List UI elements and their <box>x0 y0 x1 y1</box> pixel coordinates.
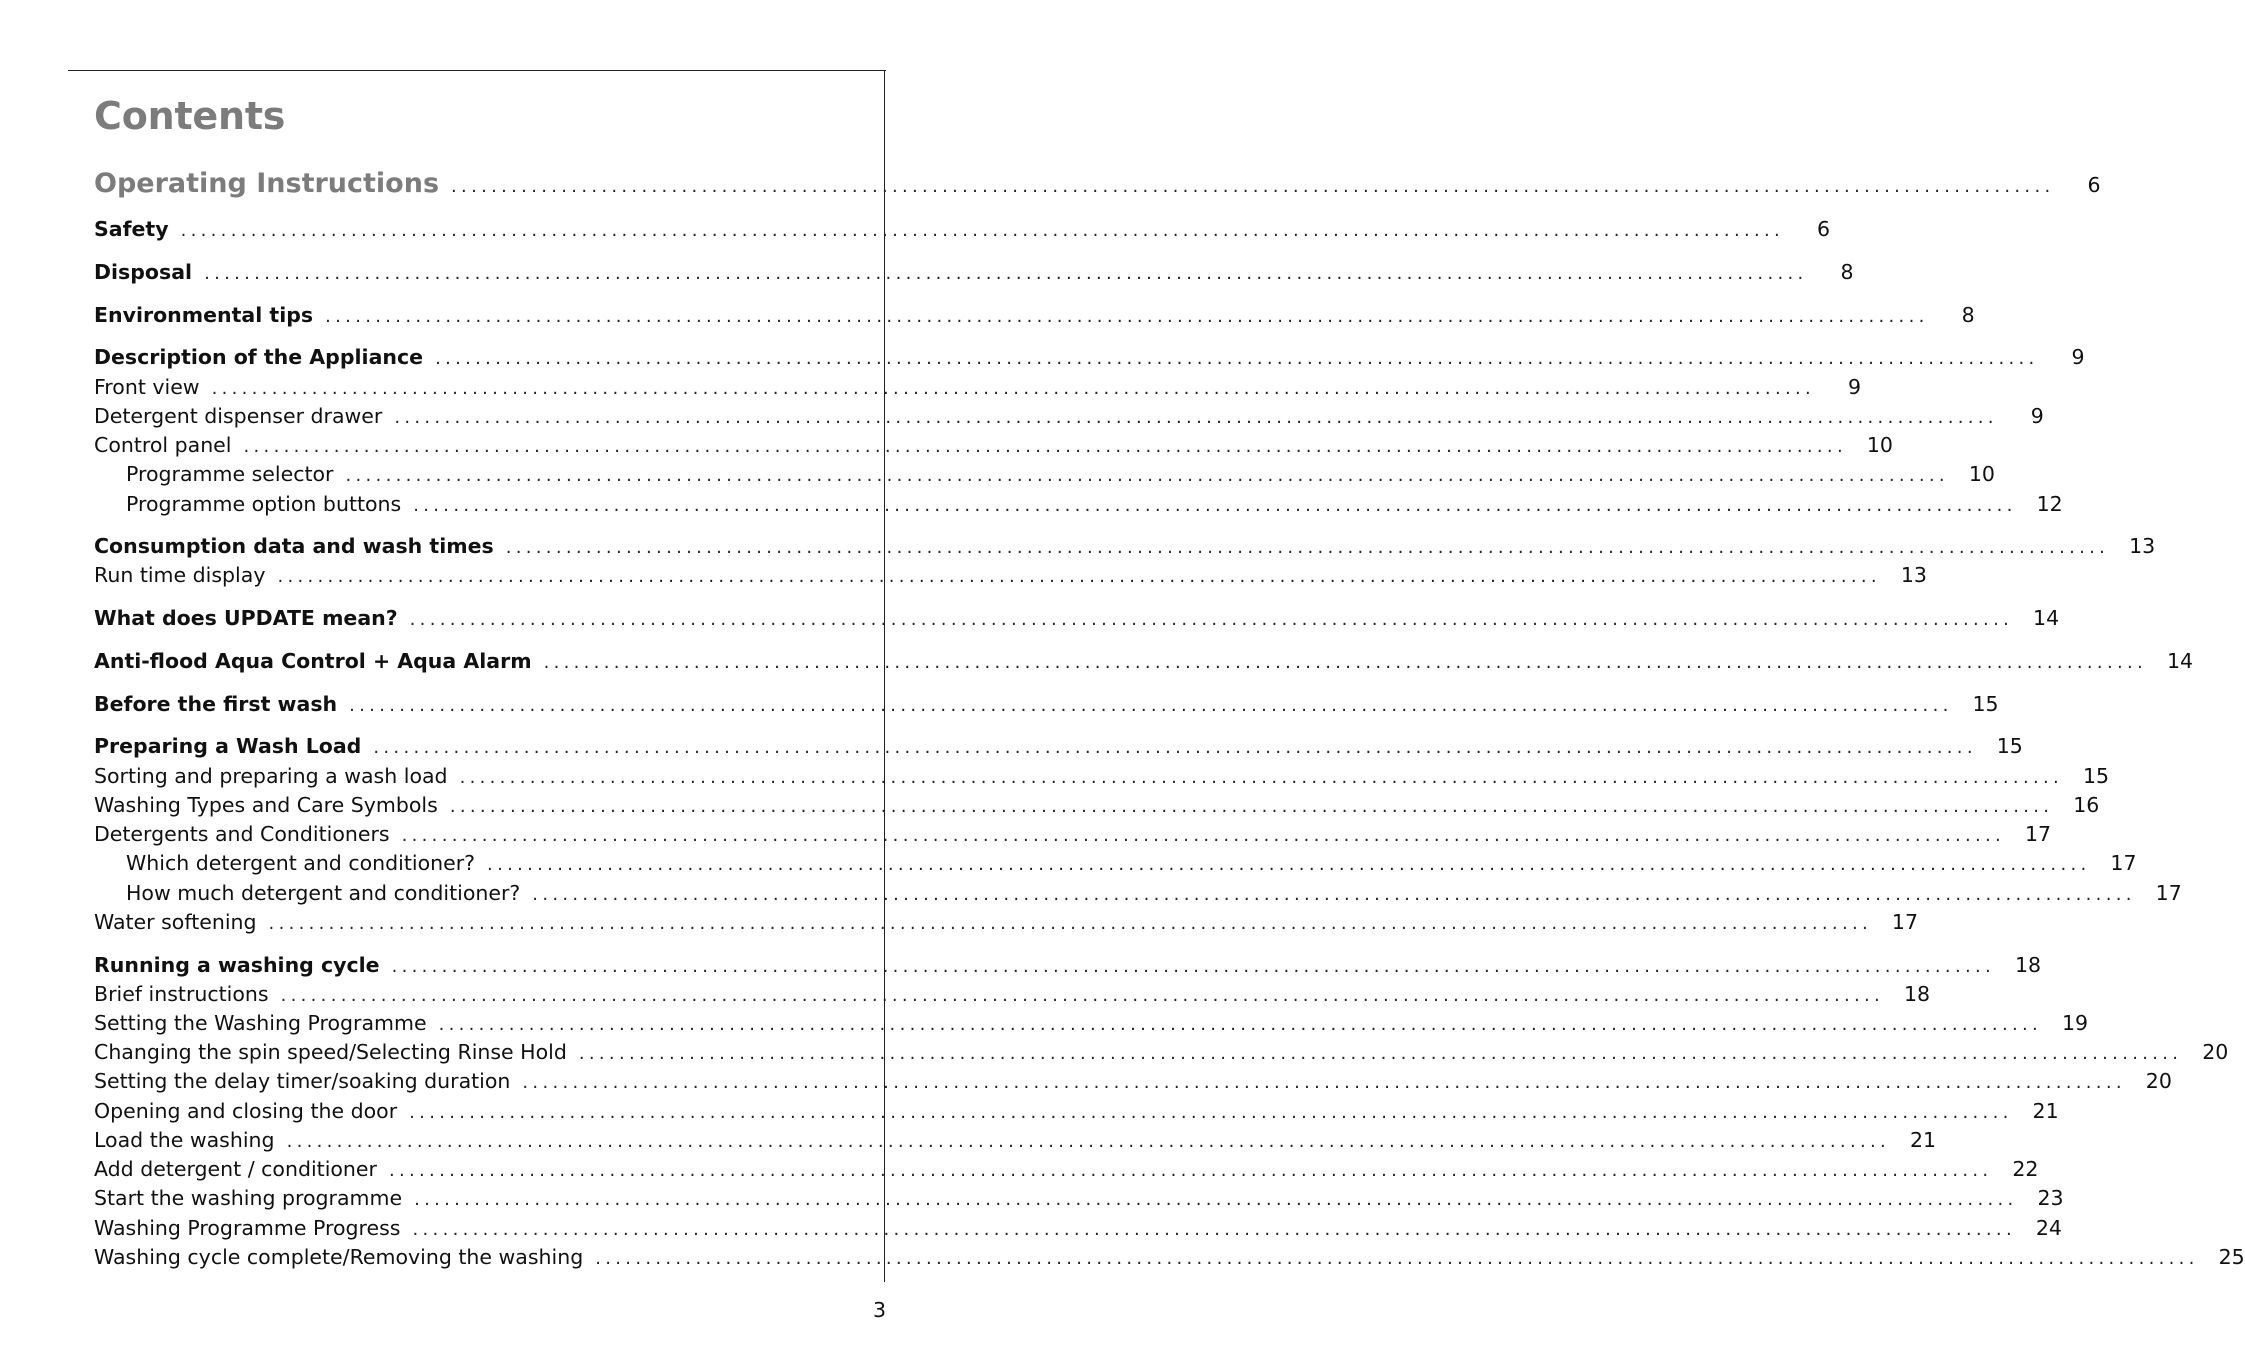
toc-entry-label: Environmental tips <box>94 303 314 327</box>
toc-entry-how-much-detergent[interactable] <box>126 878 2182 908</box>
toc-entry-page: 6 <box>1817 217 1831 241</box>
toc-dot-leader: ................................................................................................................................................................ <box>268 913 1873 934</box>
toc-entry-setting-washing-programme[interactable] <box>94 1008 2089 1038</box>
toc-entry-page: 6 <box>2087 173 2101 197</box>
toc-entry-before-first-wash[interactable] <box>94 689 1999 719</box>
toc-entry-page: 12 <box>2036 492 2063 516</box>
toc-entry-running-washing-cycle[interactable] <box>94 950 2042 980</box>
toc-entry-page: 13 <box>2129 534 2156 558</box>
toc-entry-page: 9 <box>2071 345 2085 369</box>
toc-entry-label: Programme option buttons <box>126 492 402 516</box>
toc-dot-leader: ................................................................................................................................................................ <box>595 1248 2199 1269</box>
toc-entry-page: 8 <box>1840 260 1854 284</box>
toc-entry-detergent-dispenser-drawer[interactable] <box>94 401 2044 431</box>
frame-top-rule <box>68 70 886 71</box>
page-title: Contents <box>94 94 286 138</box>
toc-entry-programme-option-buttons[interactable] <box>126 489 2063 519</box>
toc-entry-add-detergent[interactable] <box>94 1154 2039 1184</box>
toc-entry-label: Start the washing programme <box>94 1186 403 1210</box>
toc-entry-page: 10 <box>1866 433 1893 457</box>
toc-entry-label: How much detergent and conditioner? <box>126 881 521 905</box>
toc-entry-operating-instructions[interactable] <box>94 164 2101 204</box>
toc-dot-leader: ................................................................................................................................................................ <box>277 566 1881 587</box>
toc-entry-page: 20 <box>2145 1069 2172 1093</box>
toc-dot-leader: ................................................................................................................................................................ <box>438 1014 2043 1035</box>
toc-dot-leader: ................................................................................................................................................................ <box>204 263 1808 284</box>
toc-entry-label: Control panel <box>94 433 232 457</box>
toc-entry-label: Before the first wash <box>94 692 338 716</box>
toc-entry-page: 19 <box>2061 1011 2089 1035</box>
toc-entry-page: 17 <box>1891 910 1919 934</box>
toc-entry-page: 14 <box>2166 649 2194 673</box>
toc-dot-leader: ................................................................................................................................................................ <box>459 767 2064 788</box>
toc-entry-page: 17 <box>2110 851 2137 875</box>
toc-entry-label: Anti-flood Aqua Control + Aqua Alarm <box>94 649 532 673</box>
toc-entry-control-panel[interactable] <box>94 430 1893 460</box>
toc-dot-leader: ................................................................................................................................................................ <box>413 495 2017 516</box>
toc-entry-page: 16 <box>2073 793 2100 817</box>
toc-entry-water-softening[interactable] <box>94 907 1919 937</box>
toc-entry-page: 17 <box>2155 881 2182 905</box>
toc-entry-start-washing-programme[interactable] <box>94 1183 2064 1213</box>
toc-dot-leader: ................................................................................................................................................................ <box>243 436 1847 457</box>
toc-dot-leader: ................................................................................................................................................................ <box>391 956 1996 977</box>
toc-entry-label: Consumption data and wash times <box>94 534 494 558</box>
toc-entry-page: 8 <box>1961 303 1975 327</box>
toc-entry-environmental-tips[interactable] <box>94 300 1975 330</box>
toc-entry-page: 18 <box>1903 982 1931 1006</box>
toc-dot-leader: ................................................................................................................................................................ <box>522 1072 2126 1093</box>
toc-entry-page: 20 <box>2202 1040 2229 1064</box>
toc-entry-description-of-appliance[interactable] <box>94 342 2085 372</box>
toc-entry-sorting-preparing[interactable] <box>94 761 2110 791</box>
toc-entry-label: Add detergent / conditioner <box>94 1157 377 1181</box>
toc-entry-page: 22 <box>2012 1157 2039 1181</box>
toc-dot-leader: ................................................................................................................................................................ <box>487 854 2091 875</box>
toc-entry-label: Changing the spin speed/Selecting Rinse Hold <box>94 1040 567 1064</box>
toc-entry-page: 15 <box>2082 764 2110 788</box>
toc-entry-label: Preparing a Wash Load <box>94 734 362 758</box>
toc-dot-leader: ................................................................................................................................................................ <box>409 609 2014 630</box>
toc-entry-page: 15 <box>1996 734 2023 758</box>
toc-dot-leader: ................................................................................................................................................................ <box>286 1131 1891 1152</box>
toc-entry-detergents-conditioners[interactable] <box>94 819 2052 849</box>
toc-entry-washing-types-care-symbols[interactable] <box>94 790 2100 820</box>
toc-entry-page: 23 <box>2037 1186 2064 1210</box>
toc-dot-leader: ................................................................................................................................................................ <box>345 465 1949 486</box>
toc-entry-page: 13 <box>1900 563 1927 587</box>
toc-dot-leader: ................................................................................................................................................................ <box>505 537 2110 558</box>
toc-entry-programme-selector[interactable] <box>126 459 1995 489</box>
toc-entry-page: 25 <box>2218 1245 2245 1269</box>
toc-dot-leader: ................................................................................................................................................................ <box>451 176 2055 197</box>
toc-entry-label: Run time display <box>94 563 266 587</box>
toc-entry-label: Running a washing cycle <box>94 953 380 977</box>
toc-entry-label: Operating Instructions <box>94 168 440 199</box>
toc-entry-label: Description of the Appliance <box>94 345 424 369</box>
toc-dot-leader: ................................................................................................................................................................ <box>180 220 1785 241</box>
toc-entry-label: Detergents and Conditioners <box>94 822 390 846</box>
toc-entry-label: Load the washing <box>94 1128 275 1152</box>
toc-entry-consumption-data[interactable] <box>94 531 2156 561</box>
toc-dot-leader: ................................................................................................................................................................ <box>388 1160 1993 1181</box>
page-number: 3 <box>872 1298 886 1322</box>
toc-dot-leader: ................................................................................................................................................................ <box>280 985 1885 1006</box>
toc-dot-leader: ................................................................................................................................................................ <box>412 1219 2016 1240</box>
toc-entry-label: Setting the Washing Programme <box>94 1011 427 1035</box>
toc-entry-label: Sorting and preparing a wash load <box>94 764 448 788</box>
toc-entry-label: Setting the delay timer/soaking duration <box>94 1069 511 1093</box>
toc-dot-leader: ................................................................................................................................................................ <box>211 378 1816 399</box>
toc-dot-leader: ................................................................................................................................................................ <box>449 796 2054 817</box>
toc-dot-leader: ................................................................................................................................................................ <box>578 1043 2183 1064</box>
toc-entry-label: Programme selector <box>126 462 334 486</box>
toc-entry-load-the-washing[interactable] <box>94 1125 1937 1155</box>
toc-entry-page: 18 <box>2014 953 2042 977</box>
toc-entry-label: Brief instructions <box>94 982 269 1006</box>
toc-entry-run-time-display[interactable] <box>94 560 1927 590</box>
toc-entry-label: Washing cycle complete/Removing the washing <box>94 1245 584 1269</box>
toc-entry-preparing-wash-load[interactable] <box>94 731 2023 761</box>
toc-entry-label: Disposal <box>94 260 193 284</box>
toc-entry-changing-spin-speed[interactable] <box>94 1037 2229 1067</box>
toc-dot-leader: ................................................................................................................................................................ <box>543 652 2148 673</box>
toc-entry-page: 10 <box>1968 462 1995 486</box>
toc-dot-leader: ................................................................................................................................................................ <box>532 884 2136 905</box>
toc-entry-label: Safety <box>94 217 169 241</box>
toc-entry-page: 14 <box>2033 606 2060 630</box>
toc-entry-page: 21 <box>1909 1128 1937 1152</box>
toc-entry-page: 17 <box>2024 822 2052 846</box>
toc-entry-label: Water softening <box>94 910 257 934</box>
toc-entry-disposal[interactable] <box>94 257 1854 287</box>
toc-dot-leader: ................................................................................................................................................................ <box>394 407 1998 428</box>
toc-entry-which-detergent[interactable] <box>126 848 2137 878</box>
toc-entry-what-does-update-mean[interactable] <box>94 603 2060 633</box>
toc-entry-page: 21 <box>2032 1099 2059 1123</box>
toc-entry-page: 15 <box>1972 692 1999 716</box>
toc-entry-anti-flood[interactable] <box>94 646 2194 676</box>
toc-dot-leader: ................................................................................................................................................................ <box>349 695 1953 716</box>
toc-dot-leader: ................................................................................................................................................................ <box>325 306 1929 327</box>
toc-dot-leader: ................................................................................................................................................................ <box>409 1102 2013 1123</box>
toc-entry-washing-cycle-complete[interactable] <box>94 1242 2245 1272</box>
toc-entry-washing-programme-progress[interactable] <box>94 1213 2062 1243</box>
toc-dot-leader: ................................................................................................................................................................ <box>373 737 1977 758</box>
toc-entry-page: 9 <box>1848 375 1862 399</box>
toc-entry-brief-instructions[interactable] <box>94 979 1931 1009</box>
toc-entry-safety[interactable] <box>94 214 1831 244</box>
toc-entry-label: Washing Types and Care Symbols <box>94 793 438 817</box>
toc-dot-leader: ................................................................................................................................................................ <box>401 825 2006 846</box>
toc-entry-label: Front view <box>94 375 200 399</box>
toc-entry-label: What does UPDATE mean? <box>94 606 398 630</box>
toc-entry-page: 24 <box>2035 1216 2062 1240</box>
toc-entry-page: 9 <box>2030 404 2044 428</box>
toc-dot-leader: ................................................................................................................................................................ <box>435 348 2039 369</box>
toc-entry-label: Washing Programme Progress <box>94 1216 401 1240</box>
toc-entry-setting-delay-timer[interactable] <box>94 1066 2172 1096</box>
toc-entry-opening-closing-door[interactable] <box>94 1096 2059 1126</box>
toc-dot-leader: ................................................................................................................................................................ <box>414 1189 2018 1210</box>
toc-entry-label: Which detergent and conditioner? <box>126 851 476 875</box>
toc-entry-front-view[interactable] <box>94 372 1862 402</box>
toc-entry-label: Detergent dispenser drawer <box>94 404 383 428</box>
toc-entry-label: Opening and closing the door <box>94 1099 398 1123</box>
